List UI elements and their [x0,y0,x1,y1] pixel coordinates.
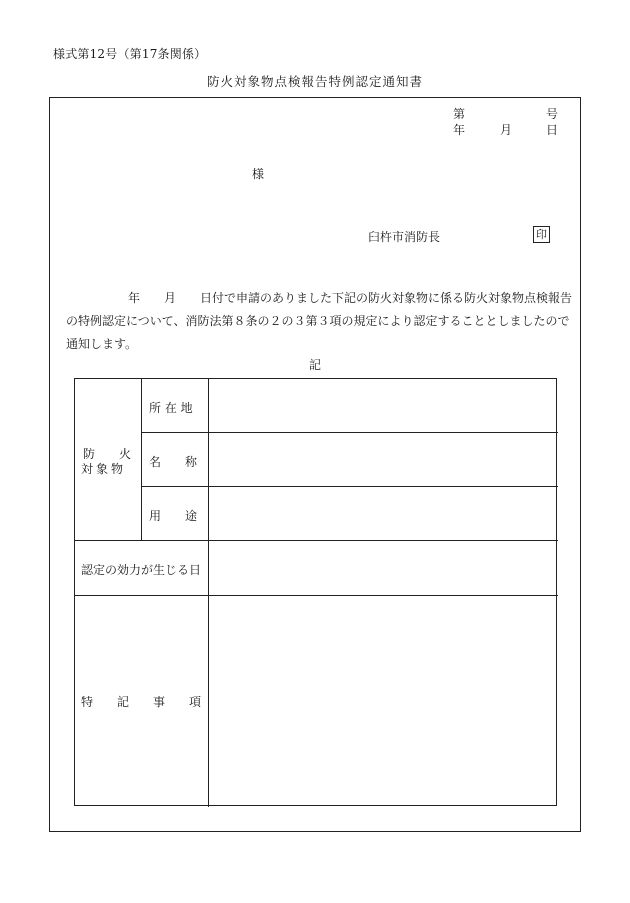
body-line-3: 通知します。 [66,337,138,351]
doc-number-dai: 第 [453,107,466,121]
form-number: 様式第12号（第17条関係） [53,47,207,61]
details-table [74,378,557,806]
addressee-honorific: 様 [252,167,265,181]
ki-heading: 記 [309,358,322,372]
seal-stamp: 印 [533,226,550,243]
table-hline-1 [141,432,558,433]
body-line-2: の特例認定について、消防法第８条の２の３第３項の規定により認定することとしましたので [66,314,570,328]
date-month: 月 [500,123,513,137]
doc-number-go: 号 [546,107,559,121]
date-year: 年 [453,123,466,137]
date-day: 日 [546,123,559,137]
table-vline-value [208,379,209,807]
group-label-line-2: 対象物 [81,462,127,476]
table-hline-3 [75,540,558,541]
effective-date-label: 認定の効力が生じる日 [81,563,202,577]
body-line-1: 年 月 日付で申請のありました下記の防火対象物に係る防火対象物点検報告 [128,291,573,305]
location-label: 所 在 地 [149,401,193,415]
table-hline-2 [141,486,558,487]
remarks-label: 特 記 事 項 [81,695,202,709]
use-label: 用 途 [149,509,198,523]
seal-mark [533,226,550,243]
group-label-line-1: 防 火 [83,447,132,461]
body-paragraph [66,287,573,356]
table-hline-4 [75,595,558,596]
table-vline-group [141,379,142,540]
name-label: 名 称 [149,455,198,469]
document-title: 防火対象物点検報告特例認定通知書 [206,74,423,89]
sender-name: 臼杵市消防長 [368,230,441,244]
